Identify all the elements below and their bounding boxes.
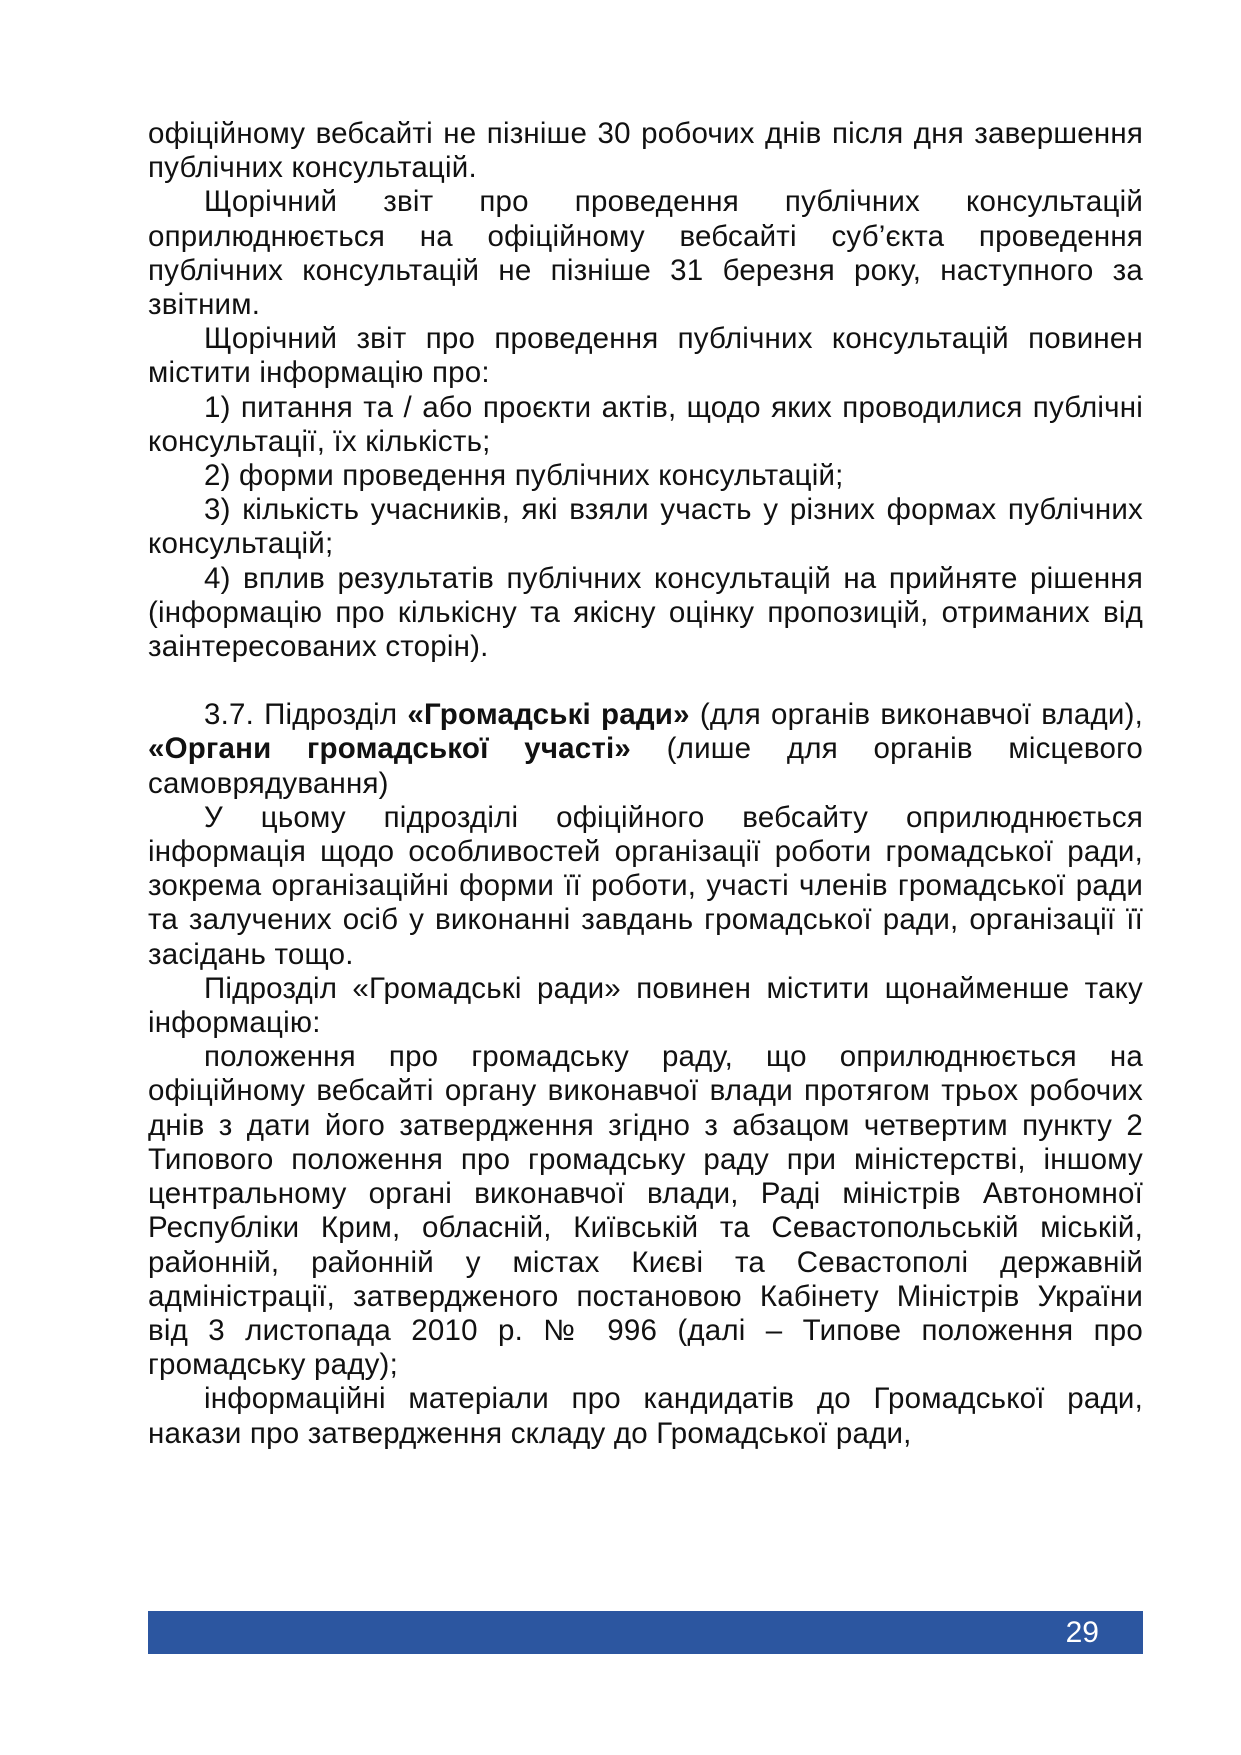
page-number: 29 <box>1065 1616 1099 1649</box>
section-title-2: «Органи громадської участі» <box>148 732 632 766</box>
section-title-1: «Громадські ради» <box>407 698 690 732</box>
paragraph: інформаційні матеріали про кандидатів до Громадської ради, накази про затвердження складу до Громадської ради, <box>148 1382 1143 1450</box>
paragraph: Щорічний звіт про проведення публічних консультацій повинен містити інформацію про: <box>148 322 1143 390</box>
list-item: 2) форми проведення публічних консультацій; <box>204 459 844 493</box>
list-item: 3) кількість учасників, які взяли участь у різних формах публічних консультацій; <box>148 493 1143 561</box>
paragraph: Підрозділ «Громадські ради» повинен містити щонайменше таку інформацію: <box>148 971 1143 1040</box>
section-post: (лише для органів місцевого самоврядування) <box>148 732 1143 800</box>
section-mid: (для органів виконавчої влади), <box>699 698 1143 732</box>
paragraph: положення про громадську раду, що оприлюднюється на офіційному вебсайті органу виконавчої влади протягом трьох робочих днів з дати його затвердження згідно з абзацом четвертим пункту 2 Типового положення про громадську раду при міністерстві, іншому центральному органі виконавчої влади, Раді міністрів Автономної Республіки Крим, обласній, Київській та Севастопольській міській, районній, районній у містах Києві та Севастополі державній адміністрації, затвердженого постановою Кабінету Міністрів України від 3 листопада 2010 р. № 996 (далі – Типове положення про громадську раду); <box>148 1040 1143 1382</box>
list-item: 1) питання та / або проєкти актів, щодо яких проводилися публічні консультації, їх кількість; <box>148 390 1143 458</box>
paragraph: Щорічний звіт про проведення публічних консультацій оприлюднюється на офіційному вебсайті суб’єкта проведення публічних консультацій не пізніше 31 березня року, наступного за звітним. <box>148 185 1143 322</box>
footer-bar <box>148 1611 1143 1654</box>
paragraph: У цьому підрозділі офіційного вебсайту оприлюднюється інформація щодо особливостей організації роботи громадської ради, зокрема організаційні форми її роботи, участі членів громадської ради та залучених осіб у виконанні завдань громадської ради, організації її засідань тощо. <box>148 800 1143 971</box>
paragraph: офіційному вебсайті не пізніше 30 робочих днів після дня завершення публічних консультацій. <box>148 117 1143 185</box>
section-pre: Підрозділ <box>264 698 398 732</box>
document-body <box>148 117 1143 1451</box>
section-heading <box>148 698 1143 801</box>
list-item: 4) вплив результатів публічних консультацій на прийняте рішення (інформацію про кількісну та якісну оцінку пропозицій, отриманих від заінтересованих сторін). <box>148 561 1143 664</box>
spacer <box>148 664 1143 698</box>
section-number: 3.7. <box>204 698 255 732</box>
